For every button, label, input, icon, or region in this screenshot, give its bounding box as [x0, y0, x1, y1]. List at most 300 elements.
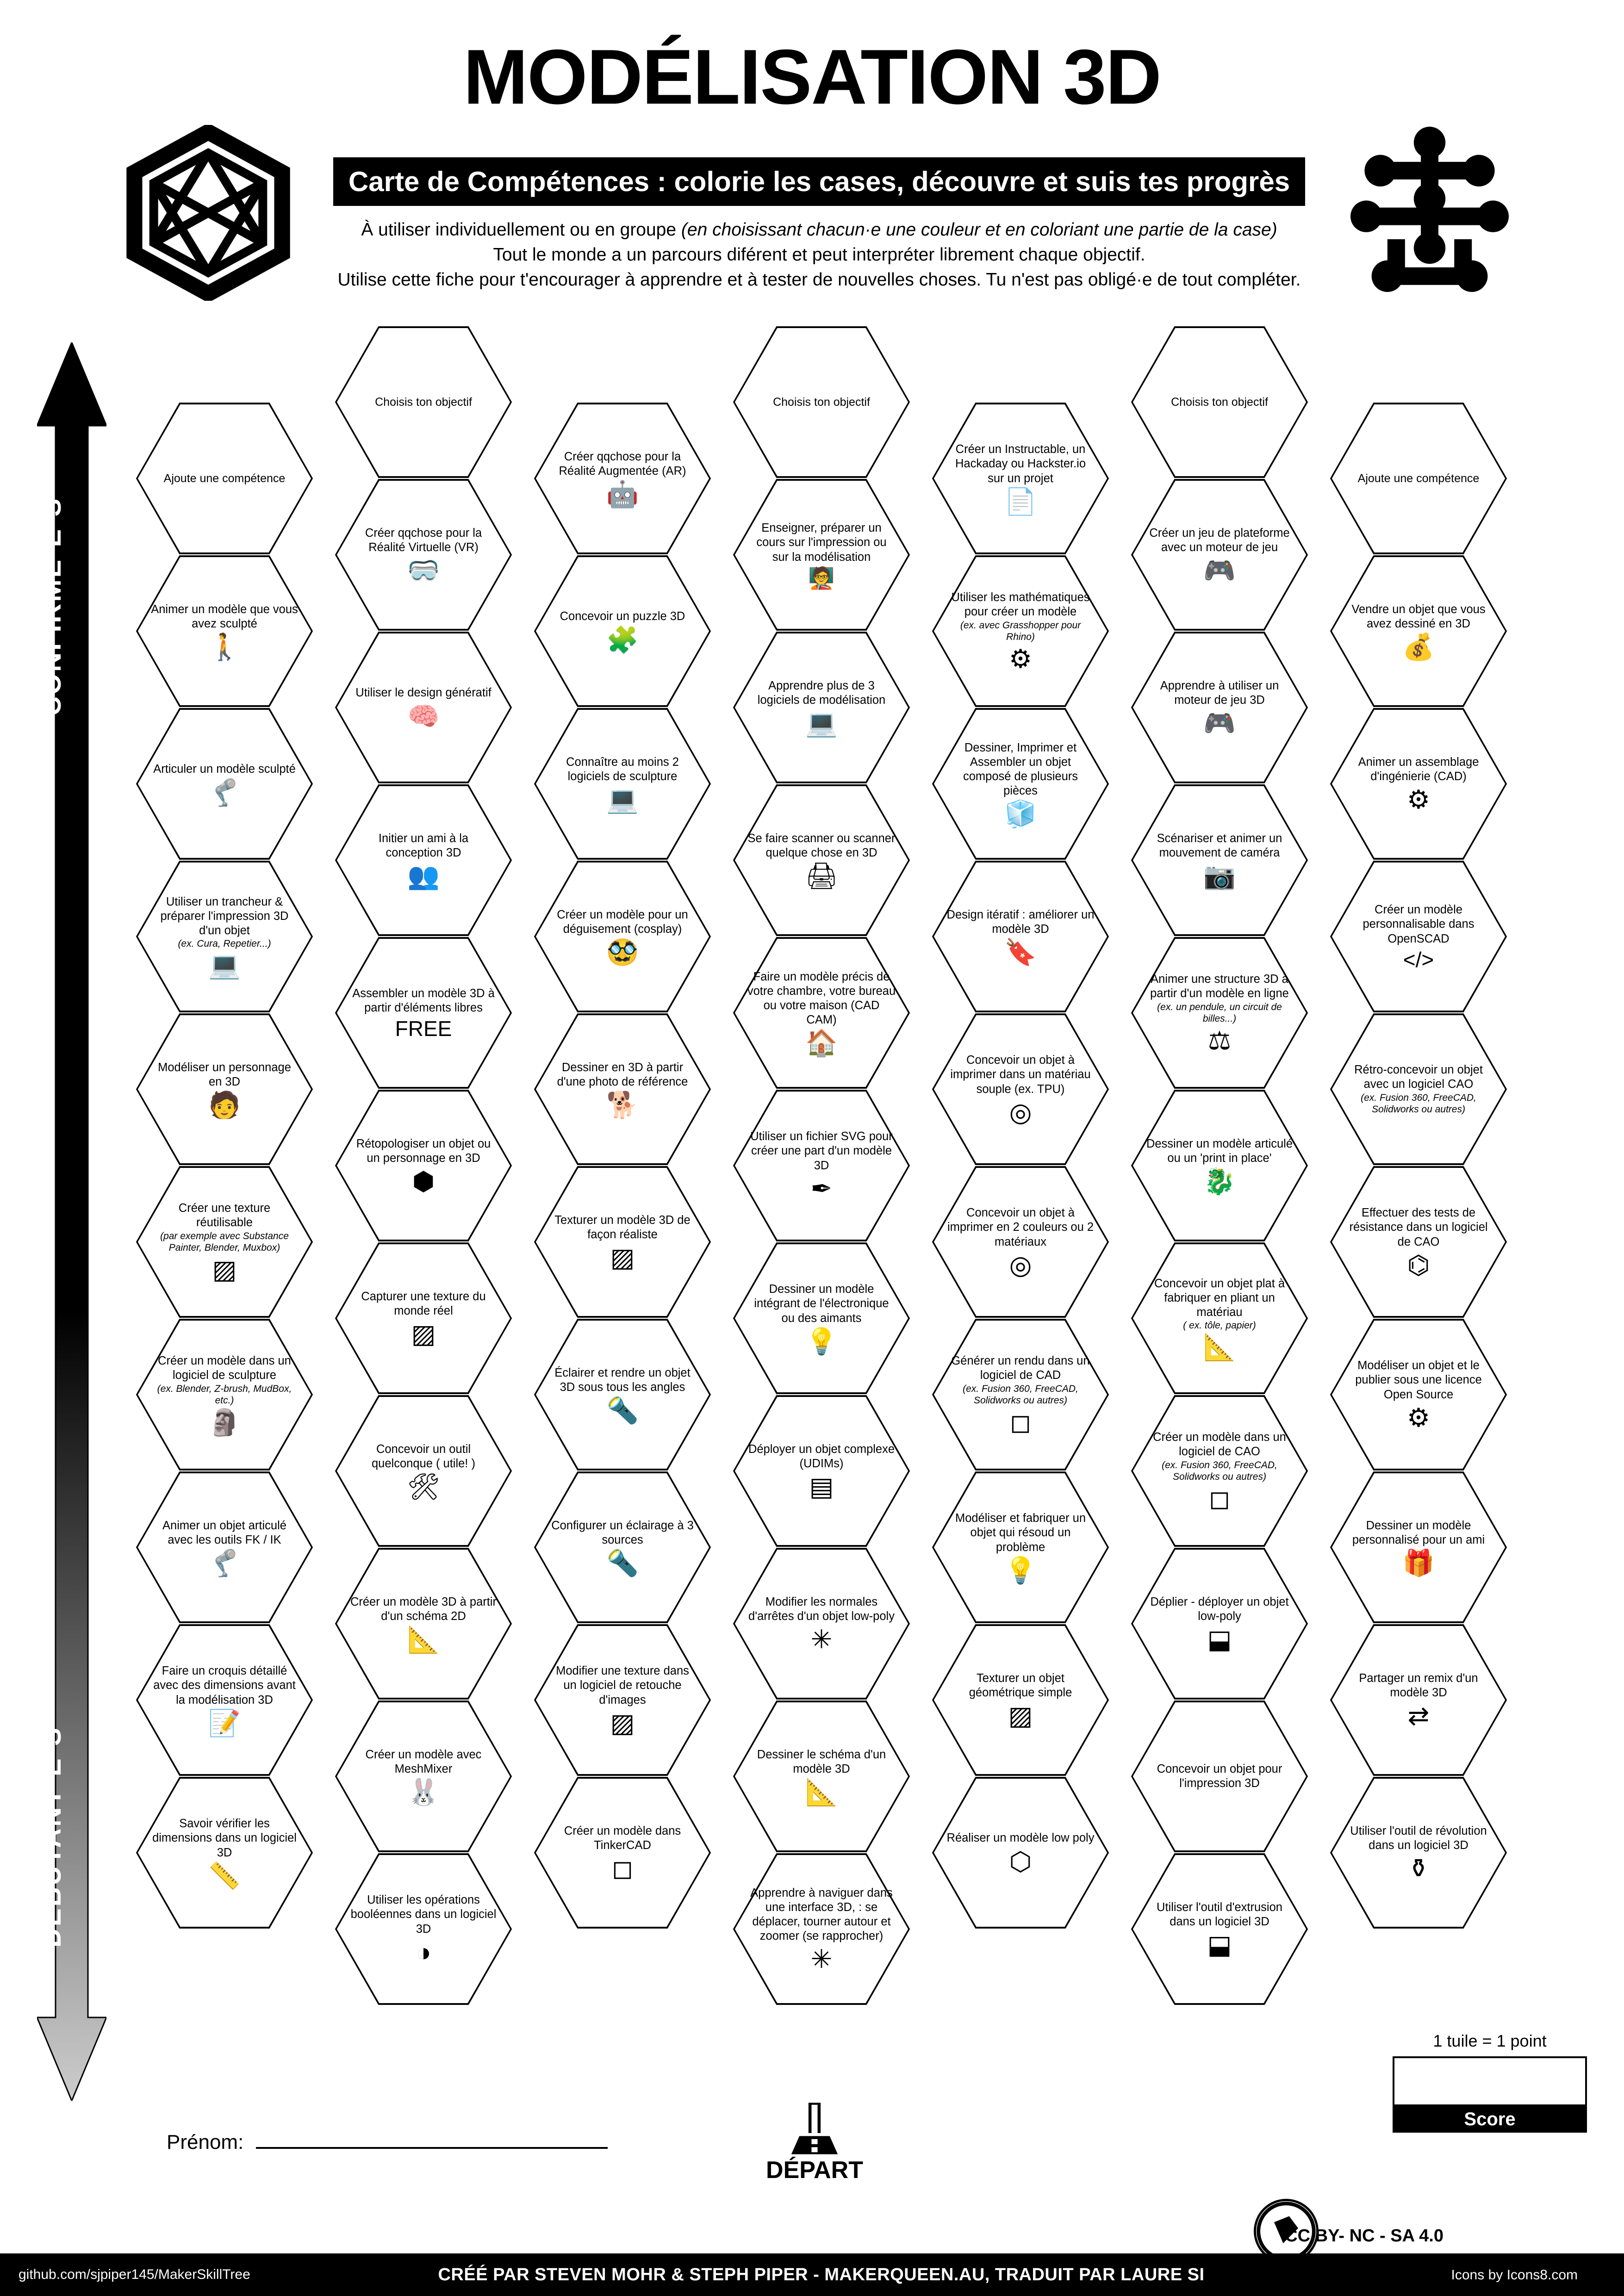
skill-tile-t-cadassembly[interactable]	[1328, 706, 1509, 862]
hex-content	[946, 1206, 1095, 1278]
score-label: Score	[1393, 2106, 1587, 2133]
skill-tile-t-sell[interactable]	[1328, 553, 1509, 709]
skill-tile-t-navigate[interactable]	[731, 1851, 912, 2007]
skill-label: Modéliser un personnage en 3D	[158, 1061, 291, 1088]
skill-tile-t-texture[interactable]	[134, 1164, 315, 1320]
hex-content	[1344, 602, 1493, 660]
laptop-icon: 💻	[606, 785, 639, 814]
hex-content	[150, 1817, 299, 1888]
subtitle-text: Carte de Compétences : colorie les cases, découvre et suis tes progrès	[348, 166, 1290, 197]
skill-tile-t-artic[interactable]	[134, 706, 315, 862]
mask-icon: 🥸	[606, 937, 639, 967]
presentation-icon: 🧑‍🏫	[808, 565, 835, 590]
skill-label: Créer un modèle dans un logiciel de sculpture (ex. Blender, Z-brush, MudBox, etc.)	[150, 1354, 299, 1406]
skill-note: (ex. Cura, Repetier...)	[178, 938, 271, 949]
skill-label: Modéliser un objet et le publier sous une licence Open Source	[1355, 1359, 1482, 1401]
skill-label: Utiliser l'outil de révolution dans un logiciel 3D	[1350, 1824, 1487, 1852]
skill-label: Design itératif : améliorer un modèle 3D	[946, 908, 1095, 936]
texture-icon: ▨	[610, 1243, 635, 1272]
skill-label: Déployer un objet complexe (UDIMs)	[748, 1442, 895, 1470]
skill-note: (par exemple avec Substance Painter, Blender, Muxbox)	[160, 1230, 289, 1253]
hex-content	[946, 442, 1095, 514]
skill-label: Ajoute une compétence	[1357, 472, 1480, 485]
skill-label: Texturer un modèle 3D de façon réaliste	[554, 1213, 691, 1241]
hex-content	[747, 970, 896, 1056]
skill-label: Assembler un modèle 3D à partir d'éléments libres	[352, 987, 495, 1014]
skill-tile-t-3soft[interactable]	[731, 629, 912, 786]
skill-label: Dessiner le schéma d'un modèle 3D	[757, 1748, 886, 1775]
hex-content	[349, 832, 498, 889]
skill-tile-t-cosplay[interactable]	[532, 858, 713, 1015]
gear-icon: ⚙	[1008, 644, 1033, 673]
gears-icon: ⚙	[1406, 785, 1431, 814]
skill-label: Choisis ton objectif	[773, 395, 870, 409]
name-label: Prénom:	[167, 2131, 244, 2153]
skill-label: Concevoir un outil quelconque ( utile! )	[372, 1442, 475, 1470]
skill-tile-t-tool[interactable]	[333, 1393, 514, 1549]
skill-tile-t-schema3d[interactable]	[731, 1698, 912, 1855]
sketch-icon: 📝	[208, 1708, 241, 1738]
skill-tile-t-cadrender[interactable]	[930, 1316, 1111, 1473]
skill-label: Partager un remix d'un modèle 3D	[1359, 1671, 1478, 1699]
github-link[interactable]: github.com/sjpiper145/MakerSkillTree	[19, 2267, 250, 2282]
skill-label: Utiliser un fichier SVG pour créer une part d'un modèle 3D	[750, 1130, 893, 1172]
skill-tile-t-opensource[interactable]	[1328, 1316, 1509, 1473]
articulated-figure-icon: 🦿	[208, 777, 241, 807]
skill-label: Dessiner, Imprimer et Assembler un objet composé de plusieurs pièces	[963, 741, 1078, 798]
hex-content	[349, 1290, 498, 1347]
skill-label: Dessiner un modèle articulé ou un 'print in place'	[1146, 1137, 1293, 1165]
skill-tile-t-render[interactable]	[532, 1316, 713, 1473]
hex-content	[1344, 903, 1493, 970]
skill-tile-t-slicer[interactable]	[134, 858, 315, 1015]
pendulum-icon: ⚖	[1207, 1025, 1232, 1055]
hex-content	[1145, 1595, 1294, 1652]
skill-label: Créer un modèle pour un déguisement (cosplay)	[557, 908, 688, 936]
blueprint-icon: 📐	[805, 1777, 838, 1807]
skill-tile-t-extrude[interactable]	[1129, 1851, 1310, 2007]
hex-content	[548, 1664, 697, 1736]
skill-tile-t-openscad[interactable]	[1328, 858, 1509, 1015]
skill-tile-t-teach[interactable]	[731, 477, 912, 633]
hex-content	[946, 741, 1095, 827]
skill-label: Créer un modèle dans un logiciel de CAO (ex. Fusion 360, FreeCAD, Solidworks ou autres)	[1145, 1430, 1294, 1483]
hex-content	[747, 1442, 896, 1500]
hex-content	[548, 609, 697, 652]
skill-tile-t-gen[interactable]	[333, 629, 514, 786]
skill-tile-t-vr[interactable]	[333, 477, 514, 633]
hex-content	[1344, 472, 1493, 486]
skill-label: Initier un ami à la conception 3D	[378, 832, 469, 859]
intro-line1-a: À utiliser individuellement ou en groupe	[361, 220, 681, 240]
skill-tile-t-2sculpt[interactable]	[532, 706, 713, 862]
skill-label: Dessiner un modèle personnalisé pour un ami	[1352, 1519, 1485, 1546]
led-icon: 💡	[805, 1326, 838, 1356]
hex-content	[1344, 1206, 1493, 1278]
skill-tile-t-boolean[interactable]	[333, 1851, 514, 2007]
skill-tile-t-foldflat[interactable]	[1129, 1240, 1310, 1396]
skill-label: Choisis ton objectif	[375, 395, 472, 409]
hex-content	[946, 1511, 1095, 1583]
hex-content	[548, 1213, 697, 1271]
skill-label: Utiliser l'outil d'extrusion dans un logiciel 3D	[1157, 1900, 1282, 1928]
skill-label: Utiliser le design génératif	[355, 686, 492, 700]
start-flag-icon	[789, 2101, 840, 2156]
score-box	[1393, 2031, 1587, 2133]
skill-tile-h-c5[interactable]	[1129, 324, 1310, 480]
skill-label: Dessiner un modèle intégrant de l'électronique ou des aimants	[754, 1283, 889, 1325]
skill-tile-t-geotex[interactable]	[930, 1622, 1111, 1778]
skill-note: (ex. Fusion 360, FreeCAD, Solidworks ou autres)	[963, 1383, 1078, 1406]
skill-label: Ajoute une compétence	[163, 472, 286, 485]
hex-content	[747, 1595, 896, 1652]
skill-tile-t-normals[interactable]	[731, 1545, 912, 1702]
hex-content	[1344, 755, 1493, 813]
hex-content	[150, 1664, 299, 1736]
mesh-icon: ⬢	[412, 1167, 435, 1196]
skill-label: Utiliser les mathématiques pour créer un modèle (ex. avec Grasshopper pour Rhino)	[946, 590, 1095, 643]
skill-tile-t-capturetex[interactable]	[333, 1240, 514, 1396]
gamepad-icon: 🎮	[1203, 708, 1236, 738]
hex-content	[747, 1748, 896, 1805]
sculpture-icon: 🗿	[208, 1407, 241, 1437]
skill-tile-t-iterative[interactable]	[930, 858, 1111, 1015]
texture-icon: ▨	[1008, 1701, 1033, 1731]
light-icon: 🔦	[606, 1548, 639, 1578]
hex-content	[349, 526, 498, 583]
cube-icon: ◻	[611, 1854, 634, 1883]
skill-tile-t-retouch[interactable]	[532, 1622, 713, 1778]
skill-tile-t-ar[interactable]	[532, 400, 713, 557]
hex-content	[946, 1354, 1095, 1435]
skill-label: Créer un modèle avec MeshMixer	[365, 1748, 482, 1775]
money-bag-icon: 💰	[1402, 632, 1435, 662]
hex-content	[150, 1519, 299, 1576]
hex-content	[349, 1748, 498, 1805]
skill-tile-h-c3[interactable]	[731, 324, 912, 480]
skill-label: Dessiner en 3D à partir d'une photo de référence	[557, 1061, 688, 1088]
boolean-icon: ◑	[416, 1937, 431, 1967]
skill-label: Faire un croquis détaillé avec des dimensions avant la modélisation 3D	[153, 1664, 296, 1706]
skill-label: Créer qqchose pour la Réalité Augmentée (AR)	[559, 450, 686, 478]
skill-tile-h-c1[interactable]	[333, 324, 514, 480]
puzzle-icon: 🧩	[606, 625, 639, 654]
v2-icon: 🔖	[1004, 937, 1037, 967]
skill-tile-t-lowpoly[interactable]	[930, 1775, 1111, 1931]
skill-tile-t-character[interactable]	[134, 1011, 315, 1167]
skill-label: Concevoir un puzzle 3D	[560, 610, 685, 623]
skill-tile-t-problem[interactable]	[930, 1469, 1111, 1626]
skill-label: Créer un jeu de plateforme avec un moteur de jeu	[1149, 526, 1290, 554]
skill-note: ( ex. tôle, papier)	[1183, 1320, 1256, 1331]
skill-label: Concevoir un objet plat à fabriquer en pliant un matériau ( ex. tôle, papier)	[1145, 1277, 1294, 1332]
skill-label: Apprendre plus de 3 logiciels de modélisation	[757, 679, 886, 707]
skill-label: Vendre un objet que vous avez dessiné en 3D	[1351, 602, 1486, 630]
unfold-icon: ⬓	[1207, 1625, 1232, 1654]
laptop-gear-icon: 💻	[805, 708, 838, 738]
hex-content	[1344, 1824, 1493, 1881]
skill-tile-t-udim[interactable]	[731, 1393, 912, 1549]
axis-label-beginner: DÉBUTANT·E·S	[37, 1726, 67, 1948]
walking-figure-icon: 🚶	[208, 632, 241, 662]
hex-content	[1344, 1671, 1493, 1729]
hex-content	[1344, 1063, 1493, 1115]
rig-icon: 🦿	[208, 1548, 241, 1578]
skill-tile-t-electronics[interactable]	[731, 1240, 912, 1396]
stress-test-icon: ⌬	[1407, 1250, 1430, 1279]
skill-tile-t-retro[interactable]	[1328, 1011, 1509, 1167]
intro-line3: Utilise cette fiche pour t'encourager à apprendre et à tester de nouvelles choses. Tu n'est pas obligé·e de tout compléter.	[337, 269, 1301, 290]
license-text: CC BY- NC - SA 4.0	[1285, 2226, 1444, 2246]
skill-tile-t-camera[interactable]	[1129, 782, 1310, 938]
skill-label: Concevoir un objet à imprimer en 2 couleurs ou 2 matériaux	[947, 1206, 1094, 1248]
skill-label: Créer un modèle 3D à partir d'un schéma 2D	[350, 1595, 497, 1623]
skill-note: (ex. Fusion 360, FreeCAD, Solidworks ou autres)	[1361, 1092, 1476, 1115]
hex-content	[150, 1201, 299, 1282]
skill-label: Modifier une texture dans un logiciel de retouche d'images	[556, 1664, 689, 1706]
skill-tile-t-sculptsoft[interactable]	[134, 1316, 315, 1473]
skill-tile-t-puzzle[interactable]	[532, 553, 713, 709]
normals-icon: ✳	[810, 1625, 833, 1654]
document-icon: 📄	[1004, 486, 1037, 516]
skill-tile-t-instr[interactable]	[930, 400, 1111, 557]
hex-content	[1145, 972, 1294, 1053]
skill-label: Animer une structure 3D à partir d'un modèle en ligne (ex. un pendule, un circuit de billes...)	[1145, 972, 1294, 1024]
skill-label: Enseigner, préparer un cours sur l'impression ou sur la modélisation	[756, 521, 887, 564]
gift-icon: 🎁	[1402, 1548, 1435, 1578]
hex-content	[747, 1886, 896, 1972]
skill-label: Scénariser et animer un mouvement de caméra	[1157, 832, 1282, 859]
hex-content	[548, 1824, 697, 1881]
footer-bar	[0, 2253, 1624, 2296]
hex-content	[1344, 1359, 1493, 1430]
pen-icon: ✒	[810, 1173, 833, 1203]
hex-content	[946, 590, 1095, 671]
page-title: MODÉLISATION 3D	[463, 33, 1161, 120]
texture-icon: ▨	[212, 1254, 237, 1284]
lowpoly-icon: ⬡	[1009, 1846, 1032, 1876]
score-input[interactable]	[1393, 2056, 1587, 2106]
hex-content	[1145, 1137, 1294, 1194]
hex-content	[1145, 1900, 1294, 1958]
axis-label-advanced: CONFIRMÉ·E·S	[37, 496, 67, 716]
free-badge-icon: FREE	[395, 1017, 452, 1041]
skill-tile-t-scan[interactable]	[731, 782, 912, 938]
hex-content	[747, 521, 896, 588]
hex-content	[349, 1442, 498, 1500]
skill-label: Réaliser un modèle low poly	[946, 1831, 1095, 1845]
bunny-icon: 🐰	[407, 1777, 440, 1807]
skill-tile-t-3lights[interactable]	[532, 1469, 713, 1626]
skill-tile-t-tinkercad[interactable]	[532, 1775, 713, 1931]
skill-tile-t-multipart[interactable]	[930, 706, 1111, 862]
camera-icon: 📷	[1203, 861, 1236, 891]
axis-icon: ✳	[810, 1944, 833, 1974]
skill-tile-add-left[interactable]	[134, 400, 315, 557]
skill-tile-t-revolve[interactable]	[1328, 1775, 1509, 1931]
start-label: DÉPART	[766, 2157, 863, 2184]
skill-label: Faire un modèle précis de votre chambre, votre bureau ou votre maison (CAD CAM)	[747, 970, 896, 1027]
gamepad-icon: 🎮	[1203, 556, 1236, 585]
skill-label: Créer un modèle dans TinkerCAD	[564, 1824, 681, 1852]
hex-content	[349, 1137, 498, 1194]
ar-robot-icon: 🤖	[606, 479, 639, 509]
hex-content	[747, 395, 896, 410]
hex-content	[1145, 1277, 1294, 1360]
hex-content	[1145, 679, 1294, 736]
cube-icon: ◻	[1208, 1483, 1231, 1513]
skill-tile-t-realtex[interactable]	[532, 1164, 713, 1320]
skill-tile-t-initier[interactable]	[333, 782, 514, 938]
start-marker	[750, 2101, 879, 2184]
boxes-icon: 🧊	[1004, 799, 1037, 829]
skill-tile-t-croquis[interactable]	[134, 1622, 315, 1778]
hex-content	[946, 1671, 1095, 1729]
skill-tile-add-right[interactable]	[1328, 400, 1509, 557]
skill-tile-t-animsculpt[interactable]	[134, 553, 315, 709]
hex-content	[548, 450, 697, 507]
hex-content	[946, 1831, 1095, 1874]
ruler-icon: 📏	[208, 1861, 241, 1890]
bulb-icon: 💡	[1004, 1555, 1037, 1585]
hex-content	[349, 1595, 498, 1652]
blueprint-icon: 📐	[407, 1625, 440, 1654]
skill-label: Concevoir un objet pour l'impression 3D	[1157, 1762, 1282, 1790]
remix-icon: ⇄	[1407, 1701, 1430, 1731]
skill-label: Se faire scanner ou scanner quelque chose en 3D	[747, 832, 896, 859]
skill-label: Choisis ton objectif	[1171, 395, 1268, 409]
teaching-icon: 👥	[407, 861, 440, 891]
hex-content	[548, 1519, 697, 1576]
open-source-icon: ⚙	[1406, 1402, 1431, 1432]
hex-content	[1145, 1430, 1294, 1511]
name-input[interactable]	[256, 2128, 608, 2149]
hex-content	[1145, 526, 1294, 583]
hex-content	[747, 1282, 896, 1354]
dog-icon: 🐕	[606, 1090, 639, 1120]
scanner-icon: 🖨	[805, 861, 838, 891]
skill-label: Créer une texture réutilisable (par exemple avec Substance Painter, Blender, Muxbox)	[150, 1201, 299, 1253]
hex-content	[548, 908, 697, 965]
skill-tile-t-photoref[interactable]	[532, 1011, 713, 1167]
skill-note: (ex. Blender, Z-brush, MudBox, etc.)	[157, 1383, 292, 1406]
skill-label: Texturer un objet géométrique simple	[969, 1671, 1072, 1699]
filament-icon: ◎	[1009, 1250, 1032, 1279]
fold-icon: 📐	[1203, 1332, 1236, 1362]
character-icon: 🧑	[208, 1090, 241, 1120]
uv-icon: ▤	[809, 1472, 834, 1502]
skill-tile-t-fkik[interactable]	[134, 1469, 315, 1626]
hex-content	[747, 832, 896, 889]
tools-icon: 🛠	[407, 1472, 440, 1502]
skill-tile-t-unfold[interactable]	[1129, 1545, 1310, 1702]
skill-label: Apprendre à naviguer dans une interface 3D, : se déplacer, tourner autour et zoomer (se rapprocher)	[750, 1886, 893, 1943]
brain-icon: 🧠	[407, 701, 440, 731]
hex-content	[1344, 1519, 1493, 1576]
skill-label: Générer un rendu dans un logiciel de CAD (ex. Fusion 360, FreeCAD, Solidworks ou autres)	[946, 1354, 1095, 1406]
skill-label: Modifier les normales d'arrêtes d'un objet low-poly	[748, 1595, 895, 1623]
skill-tile-t-tpu[interactable]	[930, 1011, 1111, 1167]
skill-tile-t-cadcam[interactable]	[731, 935, 912, 1091]
skill-note: (ex. Fusion 360, FreeCAD, Solidworks ou autres)	[1162, 1459, 1277, 1483]
skill-tile-t-meshmixer[interactable]	[333, 1698, 514, 1855]
skill-tile-t-retopo[interactable]	[333, 1087, 514, 1244]
hex-content	[150, 472, 299, 486]
skill-tile-t-gameplat[interactable]	[1129, 477, 1310, 633]
skill-label: Capturer une texture du monde réel	[361, 1290, 486, 1317]
hex-content	[548, 1061, 697, 1118]
extrude-icon: ⬓	[1207, 1930, 1232, 1960]
skill-tile-t-stress[interactable]	[1328, 1164, 1509, 1320]
skill-label: Rétro-concevoir un objet avec un logiciel CAO (ex. Fusion 360, FreeCAD, Solidworks ou autres)	[1344, 1063, 1493, 1115]
light-icon: 🔦	[606, 1396, 639, 1425]
skill-label: Connaître au moins 2 logiciels de sculpture	[566, 755, 679, 783]
skill-label: Rétopologiser un objet ou un personnage en 3D	[356, 1137, 491, 1165]
hex-content	[150, 1061, 299, 1118]
hex-content	[1145, 1762, 1294, 1791]
skill-tile-t-engine[interactable]	[1129, 629, 1310, 786]
texture-icon: ▨	[610, 1708, 635, 1738]
cube-sparkle-icon: ◻	[1009, 1407, 1032, 1437]
skill-tile-t-cadmodel[interactable]	[1129, 1393, 1310, 1549]
skill-tile-t-remix[interactable]	[1328, 1622, 1509, 1778]
skill-label: Animer un objet articulé avec les outils FK / IK	[162, 1519, 286, 1546]
skill-label: Éclairer et rendre un objet 3D sous tous les angles	[554, 1366, 691, 1394]
hex-content	[548, 755, 697, 813]
skill-tile-t-giftmodel[interactable]	[1328, 1469, 1509, 1626]
filament-icon: ◎	[1009, 1097, 1032, 1127]
icons-attribution: Icons by Icons8.com	[1451, 2267, 1578, 2283]
skill-tile-t-2colors[interactable]	[930, 1164, 1111, 1320]
house-icon: 🏠	[805, 1028, 838, 1058]
skill-label: Animer un assemblage d'ingénierie (CAD)	[1358, 755, 1479, 783]
credit-text: CRÉÉ PAR STEVEN MOHR & STEPH PIPER - MAKERQUEEN.AU, TRADUIT PAR LAURE SI	[438, 2265, 1205, 2284]
hex-content	[349, 987, 498, 1039]
skill-label: Animer un modèle que vous avez sculpté	[151, 602, 298, 630]
name-field-row	[167, 2128, 608, 2154]
skill-tile-t-verify[interactable]	[134, 1775, 315, 1931]
hex-content	[349, 1893, 498, 1965]
hex-content	[946, 908, 1095, 965]
code-icon: </>	[1403, 947, 1434, 972]
hex-content	[548, 1366, 697, 1423]
laptop-gear-icon: 💻	[208, 950, 241, 980]
skill-label: Effectuer des tests de résistance dans un logiciel de CAO	[1349, 1206, 1488, 1248]
texture-icon: ▨	[411, 1319, 436, 1349]
skill-tile-t-free[interactable]	[333, 935, 514, 1091]
hex-content	[150, 762, 299, 805]
skill-label: Modéliser et fabriquer un objet qui résoud un problème	[955, 1512, 1086, 1554]
skill-tile-t-math[interactable]	[930, 553, 1111, 709]
skill-label: Utiliser les opérations booléennes dans un logiciel 3D	[350, 1893, 497, 1936]
hex-content	[747, 1129, 896, 1201]
skill-tile-t-print3d[interactable]	[1129, 1698, 1310, 1855]
intro-line2: Tout le monde a un parcours diférent et peut interpréter librement chaque objectif.	[493, 244, 1145, 265]
skill-tile-t-animstruct[interactable]	[1129, 935, 1310, 1091]
skill-tile-t-svg[interactable]	[731, 1087, 912, 1244]
hex-content	[349, 686, 498, 729]
skill-tile-t-printinplace[interactable]	[1129, 1087, 1310, 1244]
skill-label: Apprendre à utiliser un moteur de jeu 3D	[1160, 679, 1279, 707]
skill-label: Articuler un modèle sculpté	[153, 763, 296, 776]
skill-label: Créer un Instructable, un Hackaday ou Hackster.io sur un projet	[955, 443, 1086, 485]
skill-tile-t-2dschema[interactable]	[333, 1545, 514, 1702]
skill-label: Utiliser un trancheur & préparer l'impression 3D d'un objet (ex. Cura, Repetier...)	[150, 895, 299, 950]
hex-content	[946, 1053, 1095, 1125]
skill-label: Déplier - déployer un objet low-poly	[1150, 1595, 1289, 1623]
hex-content	[150, 895, 299, 979]
skill-label: Créer un modèle personnalisable dans OpenSCAD	[1363, 903, 1475, 945]
